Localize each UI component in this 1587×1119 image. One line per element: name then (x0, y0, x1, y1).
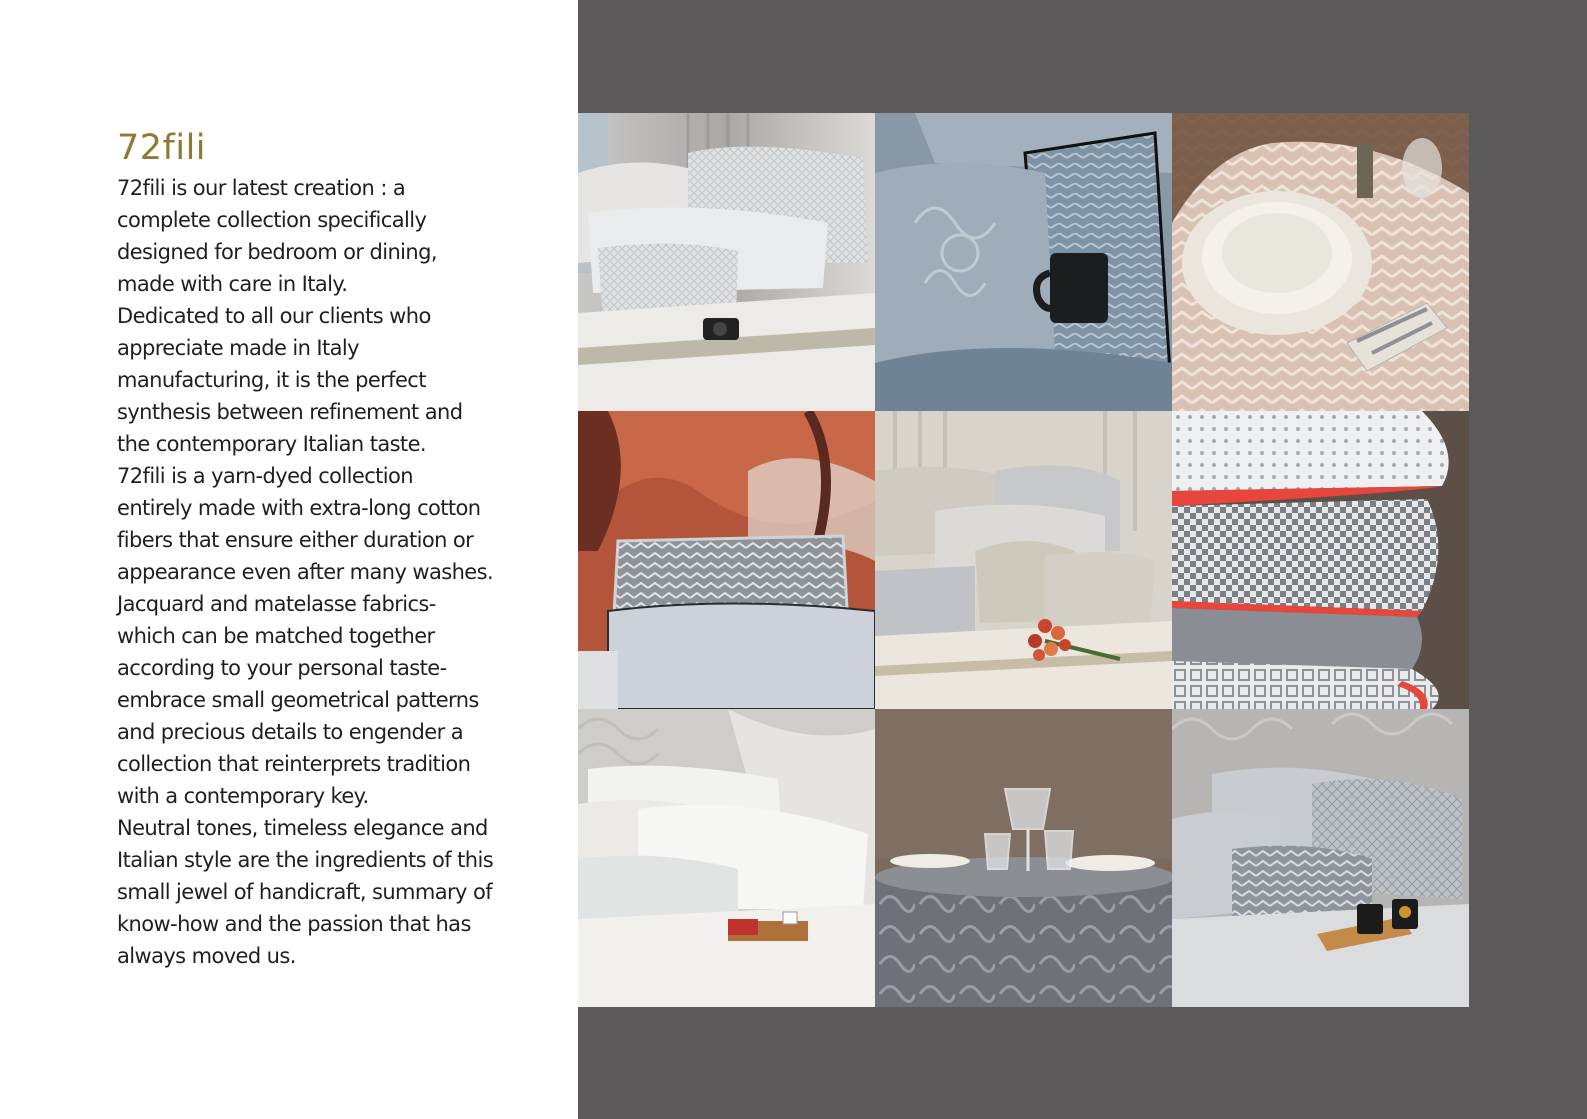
description-line: with a contemporary key. (117, 784, 369, 808)
description-line: know-how and the passion that has (117, 912, 471, 936)
description-line: Jacquard and matelasse fabrics- (117, 592, 436, 616)
description-line: 72fili is a yarn-dyed collection (117, 464, 413, 488)
description-line: Neutral tones, timeless elegance and (117, 816, 488, 840)
photo-stacked-pillows-red-piping (1172, 411, 1469, 709)
description-line: entirely made with extra-long cotton (117, 496, 481, 520)
description-line: designed for bedroom or dining, (117, 240, 437, 264)
collection-title: 72fili (117, 128, 207, 168)
description-line: complete collection specifically (117, 208, 427, 232)
description-line: manufacturing, it is the perfect (117, 368, 426, 392)
description-line: fibers that ensure either duration or (117, 528, 474, 552)
description-line: embrace small geometrical patterns (117, 688, 479, 712)
photo-chevron-cushion-painting (578, 411, 875, 709)
description-line: made with care in Italy. (117, 272, 348, 296)
description-line: small jewel of handicraft, summary of (117, 880, 493, 904)
description-line: which can be matched together (117, 624, 435, 648)
photo-bed-cushions-roses (875, 411, 1172, 709)
photo-bed-cushions-camera (578, 113, 875, 411)
photo-grid (578, 113, 1469, 1007)
photo-bed-cushions-mugs (1172, 709, 1469, 1007)
description-line: collection that reinterprets tradition (117, 752, 471, 776)
photo-table-setting-plates (1172, 113, 1469, 411)
photo-white-bed-tray (578, 709, 875, 1007)
photo-table-glasses (875, 709, 1172, 1007)
description-line: synthesis between refinement and (117, 400, 463, 424)
photo-cushions-black-mug (875, 113, 1172, 411)
collection-description (117, 172, 557, 972)
description-line: Dedicated to all our clients who (117, 304, 431, 328)
text-column (0, 0, 578, 1119)
description-line: Italian style are the ingredients of this (117, 848, 494, 872)
description-line: 72fili is our latest creation : a (117, 176, 406, 200)
description-line: according to your personal taste- (117, 656, 447, 680)
description-line: appearance even after many washes. (117, 560, 494, 584)
description-line: and precious details to engender a (117, 720, 463, 744)
description-line: always moved us. (117, 944, 296, 968)
description-line: the contemporary Italian taste. (117, 432, 426, 456)
description-line: appreciate made in Italy (117, 336, 359, 360)
